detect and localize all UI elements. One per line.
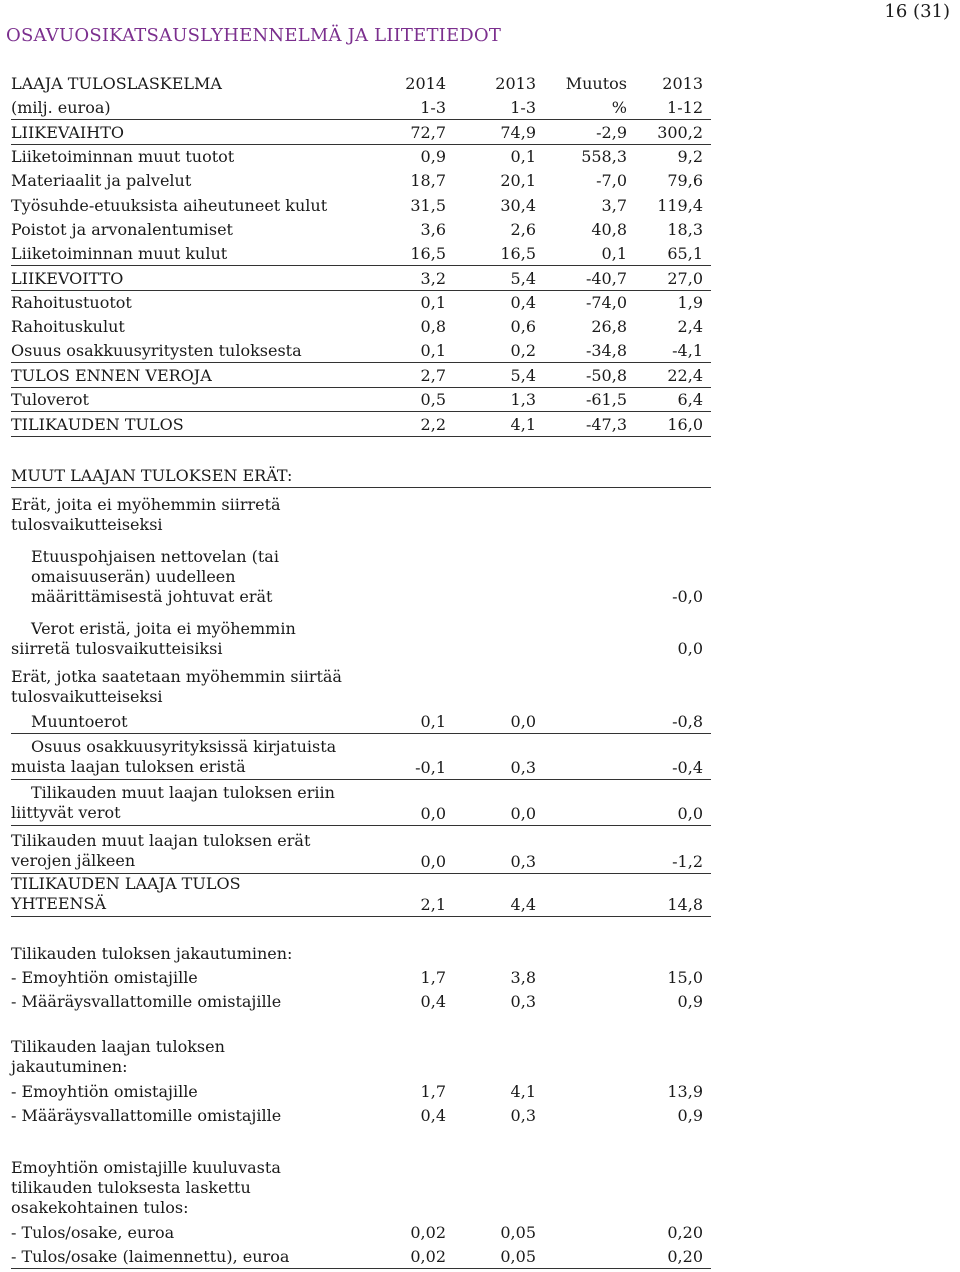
cell: 0,20: [667, 1223, 703, 1242]
table-row: [11, 1082, 711, 1103]
row-label: TULOS ENNEN VEROJA: [11, 366, 212, 385]
cell: -61,5: [585, 390, 627, 409]
cell: -7,0: [596, 171, 627, 190]
cell: 40,8: [591, 220, 627, 239]
cell: -0,8: [672, 712, 703, 731]
cell: 119,4: [657, 196, 703, 215]
cell: -34,8: [585, 341, 627, 360]
row-label: - Tulos/osake (laimennettu), euroa: [11, 1247, 290, 1266]
cell: 1,7: [420, 1082, 446, 1101]
cell: 18,3: [667, 220, 703, 239]
oci-heading-row: [11, 466, 711, 488]
oci-taxes-2-row: [11, 783, 711, 826]
cell: 14,8: [667, 895, 703, 914]
cell: 0,4: [420, 1106, 446, 1125]
oci-associates-row: [11, 737, 711, 780]
unit-label: (milj. euroa): [11, 98, 111, 117]
row-label: Tuloverot: [11, 390, 89, 409]
cell: 16,5: [500, 244, 536, 263]
cell: -2,9: [596, 123, 627, 142]
cell: 16,0: [667, 415, 703, 434]
row-label: Poistot ja arvonalentumiset: [11, 220, 233, 239]
row-label: - Emoyhtiön omistajille: [11, 968, 198, 987]
cell: 0,0: [677, 639, 703, 658]
cell: 0,1: [510, 147, 536, 166]
distribution-1-heading: Tilikauden tuloksen jakautuminen:: [11, 944, 293, 963]
cell: 3,2: [420, 269, 446, 288]
table-row: [11, 366, 711, 388]
cell: 5,4: [510, 366, 536, 385]
cell: 0,4: [420, 992, 446, 1011]
row-label: TILIKAUDEN LAAJA TULOS YHTEENSÄ: [11, 874, 241, 913]
cell: 300,2: [657, 123, 703, 142]
row-label: Rahoitustuotot: [11, 293, 132, 312]
oci-subheading-2: Erät, jotka saatetaan myöhemmin siirtää tulosvaikutteiseksi: [11, 667, 342, 706]
cell: 22,4: [667, 366, 703, 385]
cell: 0,6: [510, 317, 536, 336]
cell: 0,05: [500, 1247, 536, 1266]
cell: 0,8: [420, 317, 446, 336]
cell: 9,2: [677, 147, 703, 166]
cell: 558,3: [581, 147, 627, 166]
cell: 0,3: [510, 992, 536, 1011]
cell: 2,2: [420, 415, 446, 434]
cell: 72,7: [410, 123, 446, 142]
oci-heading: MUUT LAAJAN TULOKSEN ERÄT:: [11, 466, 293, 485]
cell: 0,1: [420, 712, 446, 731]
cell: 0,3: [510, 758, 536, 777]
cell: 0,1: [601, 244, 627, 263]
cell: 0,2: [510, 341, 536, 360]
page-number: 16 (31): [884, 1, 950, 22]
cell: 0,0: [510, 804, 536, 823]
cell: 0,4: [510, 293, 536, 312]
row-label: Muuntoerot: [31, 712, 128, 731]
row-label: Materiaalit ja palvelut: [11, 171, 192, 190]
cell: 5,4: [510, 269, 536, 288]
row-label: Työsuhde-etuuksista aiheutuneet kulut: [11, 196, 328, 215]
table-row: [11, 196, 711, 217]
row-label: Osuus osakkuusyrityksissä kirjatuista muista laajan tuloksen eristä: [11, 737, 337, 776]
cell: 1,3: [510, 390, 536, 409]
table-row: [11, 1247, 711, 1269]
row-label: Osuus osakkuusyritysten tuloksesta: [11, 341, 302, 360]
cell: 1,9: [677, 293, 703, 312]
cell: 0,0: [677, 804, 703, 823]
row-label: - Määräysvallattomille omistajille: [11, 992, 282, 1011]
eps-heading: Emoyhtiön omistajille kuuluvasta tilikauden tuloksesta laskettu osakekohtainen tulos:: [11, 1158, 281, 1217]
cell: 79,6: [667, 171, 703, 190]
cell: 2,1: [420, 895, 446, 914]
table-header-row: [11, 98, 711, 120]
col-header: 1-3: [420, 98, 446, 117]
cell: 26,8: [591, 317, 627, 336]
cell: 2,4: [677, 317, 703, 336]
cell: 15,0: [667, 968, 703, 987]
cell: 0,9: [677, 1106, 703, 1125]
oci-total-row: [11, 874, 711, 917]
cell: 2,7: [420, 366, 446, 385]
table-row: [11, 1223, 711, 1244]
table-title: LAAJA TULOSLASKELMA: [11, 74, 222, 93]
row-label: - Määräysvallattomille omistajille: [11, 1106, 282, 1125]
cell: -0,4: [672, 758, 703, 777]
cell: 0,0: [420, 804, 446, 823]
table-row: [11, 293, 711, 314]
table-row: [11, 147, 711, 168]
row-label: Tilikauden muut laajan tuloksen eriin liittyvät verot: [11, 783, 335, 822]
oci-subheading-1: Erät, joita ei myöhemmin siirretä tulosvaikutteiseksi: [11, 495, 281, 534]
row-label: TILIKAUDEN TULOS: [11, 415, 184, 434]
col-header: 2014: [405, 74, 446, 93]
cell: -40,7: [585, 269, 627, 288]
cell: 0,05: [500, 1223, 536, 1242]
row-label: Verot eristä, joita ei myöhemmin siirretä tulosvaikutteisiksi: [11, 619, 296, 658]
cell: 0,9: [420, 147, 446, 166]
cell: 0,9: [677, 992, 703, 1011]
cell: 0,1: [420, 293, 446, 312]
row-label: Tilikauden muut laajan tuloksen erät verojen jälkeen: [11, 831, 311, 870]
col-header: %: [611, 98, 627, 117]
cell: 3,6: [420, 220, 446, 239]
cell: 65,1: [667, 244, 703, 263]
col-header: Muutos: [565, 74, 627, 93]
row-label: Liiketoiminnan muut kulut: [11, 244, 228, 263]
cell: 3,8: [510, 968, 536, 987]
cell: -1,2: [672, 852, 703, 871]
oci-fx-row: [11, 712, 711, 734]
table-row: [11, 171, 711, 192]
cell: 4,1: [510, 415, 536, 434]
col-header: 1-12: [667, 98, 703, 117]
row-label: LIIKEVAIHTO: [11, 123, 124, 142]
row-label: Liiketoiminnan muut tuotot: [11, 147, 235, 166]
cell: -47,3: [585, 415, 627, 434]
cell: 2,6: [510, 220, 536, 239]
cell: -0,1: [415, 758, 446, 777]
cell: 4,1: [510, 1082, 536, 1101]
table-row: [11, 992, 711, 1013]
cell: 74,9: [500, 123, 536, 142]
oci-after-tax-row: [11, 831, 711, 874]
cell: 0,0: [510, 712, 536, 731]
col-header: 1-3: [510, 98, 536, 117]
table-row: [11, 123, 711, 145]
cell: -74,0: [585, 293, 627, 312]
table-row: [11, 220, 711, 241]
row-label: Rahoituskulut: [11, 317, 125, 336]
table-row: [11, 1106, 711, 1127]
cell: 6,4: [677, 390, 703, 409]
cell: 0,02: [410, 1223, 446, 1242]
cell: 30,4: [500, 196, 536, 215]
cell: 0,20: [667, 1247, 703, 1266]
cell: 31,5: [410, 196, 446, 215]
cell: 0,0: [420, 852, 446, 871]
cell: -0,0: [672, 587, 703, 606]
cell: 3,7: [601, 196, 627, 215]
cell: 0,3: [510, 852, 536, 871]
col-header: 2013: [495, 74, 536, 93]
oci-remeasurement-row: [11, 547, 711, 609]
table-header-row: [11, 74, 711, 96]
distribution-2-heading: Tilikauden laajan tuloksen jakautuminen:: [11, 1037, 225, 1076]
table-row: [11, 390, 711, 412]
cell: 0,02: [410, 1247, 446, 1266]
table-row: [11, 244, 711, 266]
row-label: - Emoyhtiön omistajille: [11, 1082, 198, 1101]
cell: -50,8: [585, 366, 627, 385]
cell: 0,3: [510, 1106, 536, 1125]
cell: 16,5: [410, 244, 446, 263]
row-label: - Tulos/osake, euroa: [11, 1223, 175, 1242]
cell: 1,7: [420, 968, 446, 987]
cell: 13,9: [667, 1082, 703, 1101]
table-row: [11, 968, 711, 989]
cell: 4,4: [510, 895, 536, 914]
table-row: [11, 415, 711, 437]
cell: 27,0: [667, 269, 703, 288]
cell: 0,1: [420, 341, 446, 360]
cell: -4,1: [672, 341, 703, 360]
oci-taxes-1-row: [11, 619, 711, 663]
row-label: LIIKEVOITTO: [11, 269, 124, 288]
cell: 18,7: [410, 171, 446, 190]
page-title: OSAVUOSIKATSAUSLYHENNELMÄ JA LIITETIEDOT: [6, 25, 502, 46]
table-row: [11, 269, 711, 291]
table-row: [11, 317, 711, 338]
cell: 20,1: [500, 171, 536, 190]
col-header: 2013: [662, 74, 703, 93]
row-label: Etuuspohjaisen nettovelan (tai omaisuuserän) uudelleen määrittämisestä johtuvat erät: [31, 547, 279, 606]
table-row: [11, 341, 711, 363]
cell: 0,5: [420, 390, 446, 409]
